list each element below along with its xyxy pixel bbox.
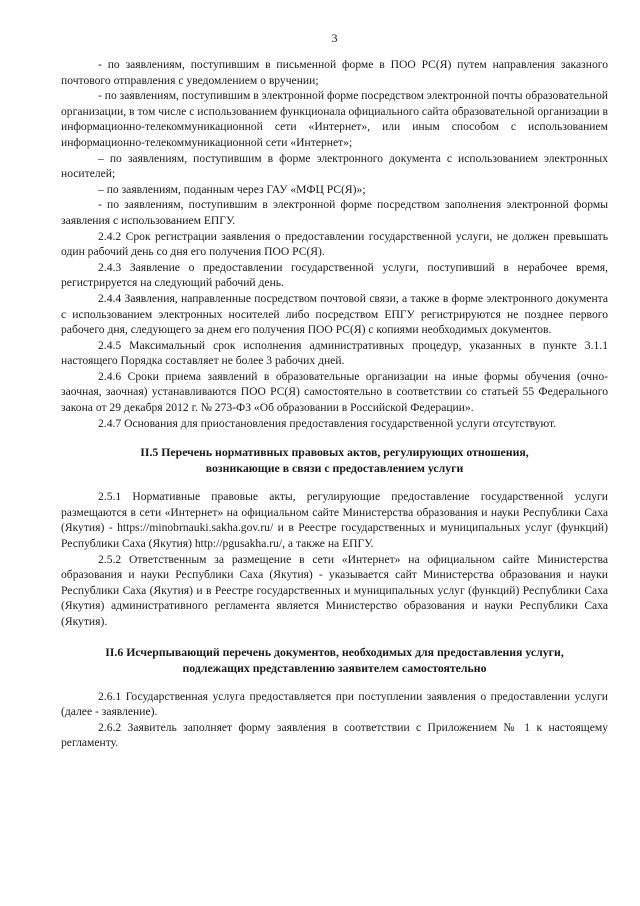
paragraph: – по заявлениям, поступившим в форме электронного документа с использованием электронных носителей; (61, 151, 608, 181)
paragraph: - по заявлениям, поступившим в электронной форме посредством электронной почты образовательной организации, в том числе с использованием функционала официального сайта образовательной организации в информационно-телекоммуникационной сети «Интернет», или иным способом с использованием информационно-телекоммуникационной сети «Интернет»; (61, 89, 608, 149)
paragraph: 2.4.2 Срок регистрации заявления о предоставлении государственной услуги, не должен превышать один рабочий день со дня его получения ПОО РС(Я). (61, 229, 608, 259)
paragraphs-top (61, 57, 608, 431)
section-heading-line: II.6 Исчерпывающий перечень документов, необходимых для предоставления услуги, (105, 644, 564, 659)
paragraph: 2.5.1 Нормативные правовые акты, регулирующие предоставление государственной услуги размещаются в сети «Интернет» на официальном сайте Министерства образования и науки Республики Саха (Якутия) - https://minobrnauki.sakha.gov.ru/ и в Реестре государственных и муниципальных услуг (функций) Республики Саха (Якутия) http://pgusakha.ru/, а также на ЕПГУ. (61, 490, 608, 551)
paragraph: 2.4.7 Основания для приостановления предоставления государственной услуги отсутствуют. (98, 416, 557, 430)
paragraph: 2.4.4 Заявления, направленные посредством почтовой связи, а также в форме электронного документа с использованием электронных носителей либо посредством ЕПГУ регистрируются не позднее первого рабочего дня, следующего за днем его получения ПОО РС(Я) с копиями необходимых документов. (61, 291, 608, 337)
paragraph: 2.4.6 Сроки приема заявлений в образовательные организации на иные формы обучения (очно-заочная, заочная) устанавливаются ПОО РС(Я) самостоятельно в соответствии со статьей 55 Федерального закона от 29 декабря 2012 г. № 273-ФЗ «Об образовании в Российской Федерации». (61, 369, 608, 415)
paragraph: 2.4.3 Заявление о предоставлении государственной услуги, поступивший в нерабочее время, регистрируется на следующий рабочий день. (61, 260, 608, 290)
page-number: 3 (331, 31, 338, 45)
paragraph: 2.6.1 Государственная услуга предоставляется при поступлении заявления о предоставлении услуги (далее - заявление). (61, 689, 608, 719)
section-heading-line: подлежащих представлению заявителем самостоятельно (182, 660, 487, 675)
section-2-5-body (61, 489, 608, 629)
paragraph: - по заявлениям, поступившим в письменной форме в ПОО РС(Я) путем направления заказного почтового отправления с уведомлением о вручении; (61, 58, 608, 87)
section-heading-2-6 (61, 644, 608, 676)
section-2-6-body (61, 689, 608, 751)
paragraph: 2.5.2 Ответственным за размещение в сети «Интернет» на официальном сайте Министерства образования и науки Республики Саха (Якутия) - указывается сайт Министерства образования и науки Республики Саха (Якутия) и в Реестре государственных и муниципальных услуг (функций) Республики Саха (Якутия) административного регламента является Министерство образования и науки Республики Саха (Якутия). (61, 552, 608, 628)
paragraph: 2.6.2 Заявитель заполняет форму заявления в соответствии с Приложением № 1 к настоящему регламенту. (61, 720, 608, 750)
section-heading-2-5 (61, 444, 608, 476)
section-heading-line: возникающие в связи с предоставлением услуги (205, 461, 464, 476)
paragraph: – по заявлениям, поданным через ГАУ «МФЦ РС(Я)»; (98, 182, 366, 196)
paragraph: - по заявлениям, поступившим в электронной форме посредством заполнения электронной формы заявления с использованием ЕПГУ. (61, 198, 608, 227)
section-heading-line: II.5 Перечень нормативных правовых актов, регулирующих отношения, (140, 445, 529, 460)
paragraph: 2.4.5 Максимальный срок исполнения административных процедур, указанных в пункте 3.1.1 настоящего Порядка составляет не более 3 рабочих дней. (61, 338, 608, 368)
